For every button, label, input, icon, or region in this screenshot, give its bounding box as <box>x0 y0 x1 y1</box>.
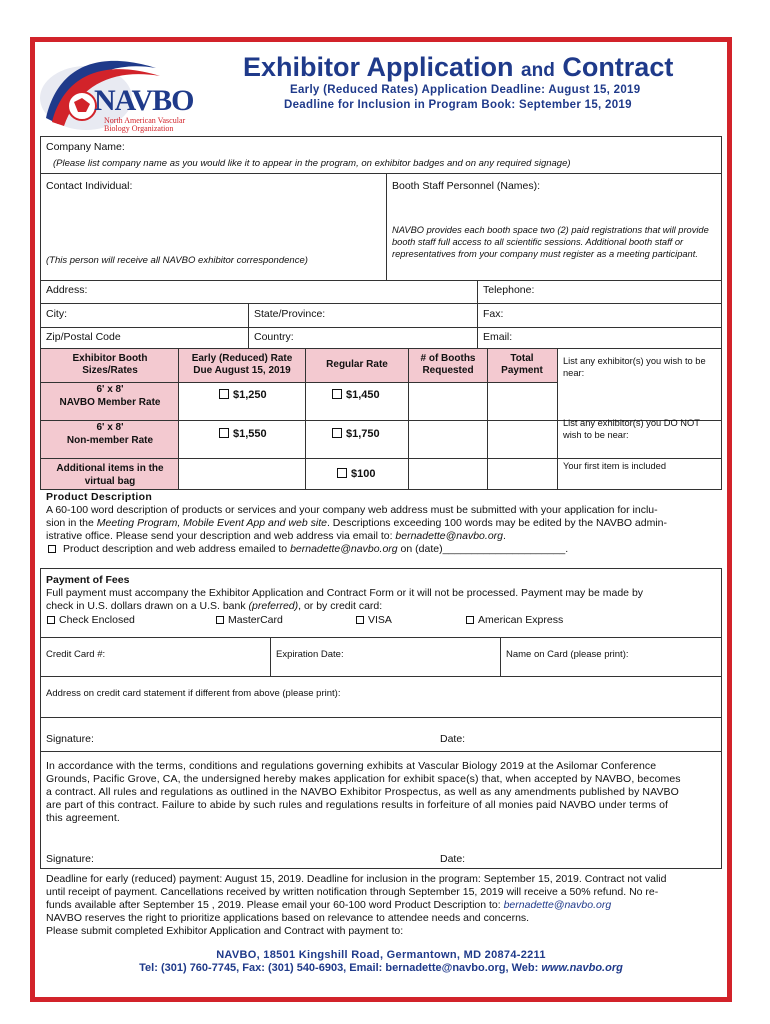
payment-date-field[interactable] <box>474 720 718 748</box>
product-line2c: . Descriptions exceeding 100 words may be edited by the NAVBO admin- <box>326 517 668 529</box>
state-label: State/Province: <box>254 308 326 320</box>
product-check-c: on (date)_____________________. <box>397 543 569 555</box>
product-line1: A 60-100 word description of products or services and your company web address must be submitted with your application for inclu- <box>46 504 658 516</box>
additional-total-field[interactable] <box>490 461 554 486</box>
logo-org-line2: Biology Organization <box>104 124 174 133</box>
footer-line4: NAVBO reserves the right to prioritize applications based on relevance to attendee needs and concerns. <box>46 912 530 924</box>
payment-line2a: check in U.S. dollars drawn on a U.S. bank <box>46 600 249 612</box>
terms-text <box>46 760 726 825</box>
row-member-label1: 6' x 8' <box>96 384 124 395</box>
near-exhibitors-field[interactable] <box>561 380 718 416</box>
product-heading: Product Description <box>46 491 153 503</box>
booth-staff-field[interactable] <box>390 196 716 220</box>
product-line3c: . <box>503 530 506 542</box>
checkbox-icon[interactable] <box>356 616 364 624</box>
telephone-label: Telephone: <box>483 284 535 296</box>
telephone-field[interactable] <box>545 282 717 301</box>
product-check-a: Product description and web address emailed to <box>63 543 291 555</box>
page-title <box>243 52 673 83</box>
logo-org-line1: North American Vascular <box>104 116 186 125</box>
additional-regular-price: $100 <box>351 468 376 480</box>
credit-card-field[interactable] <box>112 640 266 674</box>
contact-individual-field[interactable] <box>44 196 382 246</box>
name-on-card-label: Name on Card (please print): <box>506 649 629 660</box>
zip-field[interactable] <box>132 329 244 347</box>
nonmember-regular-price: $1,750 <box>346 428 380 440</box>
row-member-label2: NAVBO Member Rate <box>59 397 161 408</box>
checkbox-icon[interactable] <box>219 428 229 438</box>
product-line3 <box>46 530 726 543</box>
statement-address-label: Address on credit card statement if different from above (please print): <box>46 688 341 699</box>
footer-notes <box>46 873 726 938</box>
payment-line2b: (preferred) <box>248 600 299 612</box>
footer-line5: Please submit completed Exhibitor Application and Contract with payment to: <box>46 925 404 937</box>
row-additional-label2: virtual bag <box>84 476 136 487</box>
row-additional-label1: Additional items in the <box>56 463 164 474</box>
additional-regular-option[interactable] <box>337 468 375 480</box>
payment-line2c: , or by credit card: <box>298 600 383 612</box>
terms-signature-field[interactable] <box>104 836 430 866</box>
payment-text <box>46 587 726 613</box>
product-check-email: bernadette@navbo.org <box>290 543 398 555</box>
payment-signature-field[interactable] <box>104 720 430 748</box>
product-text <box>46 504 726 556</box>
city-field[interactable] <box>74 305 244 324</box>
navbo-logo <box>38 46 198 132</box>
payment-date-label: Date: <box>440 733 466 745</box>
footer-line2: until receipt of payment. Cancellations received by written notification through September 15, 2019 will receive a 50% refund. No re- <box>46 886 659 898</box>
email-field[interactable] <box>518 329 717 347</box>
nonmember-booths-field[interactable] <box>411 423 484 455</box>
product-line2 <box>46 517 726 530</box>
booth-staff-note: NAVBO provides each booth space two (2) paid registrations that will provide booth staff full access to all scientific sessions. Additional booth staff or representatives from your company must register as a meeting participant. <box>392 225 709 259</box>
nonmember-total-field[interactable] <box>490 423 554 455</box>
amex-label: American Express <box>478 614 564 626</box>
credit-card-label: Credit Card #: <box>46 649 106 660</box>
nonmember-early-price: $1,550 <box>233 428 267 440</box>
row-nonmember-label2: Non-member Rate <box>66 435 154 446</box>
row-nonmember-label1: 6' x 8' <box>96 422 124 433</box>
member-early-price: $1,250 <box>233 389 267 401</box>
city-label: City: <box>46 308 67 320</box>
name-on-card-field[interactable] <box>504 662 718 674</box>
first-item-note: Your first item is included <box>563 461 667 471</box>
product-line2b: Meeting Program, Mobile Event App and web site <box>96 517 327 529</box>
col-header-booths: # of Booths Requested <box>420 353 476 376</box>
payment-line1: Full payment must accompany the Exhibitor Application and Contract Form or it will not be processed. Payment may be made by <box>46 587 644 599</box>
state-field[interactable] <box>335 305 473 324</box>
near-exhibitors-note: List any exhibitor(s) you wish to be near: <box>563 356 706 378</box>
checkbox-icon[interactable] <box>466 616 474 624</box>
product-email[interactable]: bernadette@navbo.org <box>395 530 503 542</box>
contact-line-text: Tel: (301) 760-7745, Fax: (301) 540-6903, Email: bernadette@navbo.org, Web: <box>139 962 542 974</box>
checkbox-icon[interactable] <box>219 389 229 399</box>
company-name-label: Company Name: <box>46 141 125 153</box>
check-enclosed-label: Check Enclosed <box>59 614 135 626</box>
member-total-field[interactable] <box>490 385 554 417</box>
product-line2a: sion in the <box>46 517 97 529</box>
terms-line3: a contract. All rules and regulations as outlined in the NAVBO Exhibitor Prospectus, as well as any amendments published by NAVBO <box>46 786 679 798</box>
additional-booths-field[interactable] <box>411 461 484 486</box>
checkbox-icon[interactable] <box>48 545 56 553</box>
col-header-regular: Regular Rate <box>326 359 388 370</box>
col-header-sizes: Exhibitor Booth Sizes/Rates <box>72 353 148 376</box>
checkbox-icon[interactable] <box>47 616 55 624</box>
not-near-exhibitors-field[interactable] <box>561 442 718 456</box>
payment-signature-label: Signature: <box>46 733 94 745</box>
deadline-early: Early (Reduced Rates) Application Deadline: August 15, 2019 <box>290 84 641 96</box>
contact-line <box>40 962 722 974</box>
member-regular-price: $1,450 <box>346 389 380 401</box>
address-field[interactable] <box>96 282 474 301</box>
company-name-field[interactable] <box>150 138 710 156</box>
amex-option[interactable] <box>466 614 563 627</box>
mastercard-label: MasterCard <box>228 614 283 626</box>
visa-option[interactable] <box>356 614 392 627</box>
member-regular-option[interactable] <box>332 389 380 401</box>
logo-name: NAVBO <box>94 84 194 117</box>
email-label: Email: <box>483 331 513 343</box>
fax-label: Fax: <box>483 308 504 320</box>
expiration-label: Expiration Date: <box>276 649 344 660</box>
deadline-program: Deadline for Inclusion in Program Book: September 15, 2019 <box>284 99 632 111</box>
terms-line2: Grounds, Pacific Grove, CA, the undersigned hereby makes application for exhibit space(s) that, when accepted by NAVBO, becomes <box>46 773 681 785</box>
checkbox-icon[interactable] <box>332 389 342 399</box>
not-near-exhibitors-note: List any exhibitor(s) you DO NOT wish to be near: <box>563 418 700 440</box>
fax-field[interactable] <box>510 305 717 324</box>
booth-staff-label: Booth Staff Personnel (Names): <box>392 180 541 192</box>
nonmember-regular-option[interactable] <box>332 428 380 440</box>
member-early-option[interactable] <box>219 389 267 401</box>
member-booths-field[interactable] <box>411 385 484 417</box>
product-emailed-check[interactable] <box>46 543 726 556</box>
terms-line5: this agreement. <box>46 812 120 824</box>
product-line3a: istrative office. Please send your description and web address via email to: <box>46 530 396 542</box>
contact-individual-note: (This person will receive all NAVBO exhibitor correspondence) <box>46 255 308 266</box>
website-link[interactable]: www.navbo.org <box>541 962 623 974</box>
payment-heading: Payment of Fees <box>46 574 130 586</box>
terms-line4: are part of this contract. Failure to abide by such rules and regulations results in forfeiture of all monies paid NAVBO under terms of <box>46 799 669 811</box>
checkbox-icon[interactable] <box>216 616 224 624</box>
title-part-b: Contract <box>562 52 674 82</box>
expiration-field[interactable] <box>352 640 496 674</box>
company-name-note: (Please list company name as you would like it to appear in the program, on exhibitor badges and on any required signage) <box>53 158 571 169</box>
footer-email[interactable]: bernadette@navbo.org <box>503 899 612 911</box>
checkbox-icon[interactable] <box>332 428 342 438</box>
address-label: Address: <box>46 284 88 296</box>
visa-label: VISA <box>368 614 392 626</box>
mastercard-option[interactable] <box>216 614 283 627</box>
country-field[interactable] <box>302 329 473 347</box>
col-header-early: Early (Reduced) Rate Due August 15, 2019 <box>191 353 293 376</box>
col-header-total: Total Payment <box>501 353 543 376</box>
title-part-a: Exhibitor Application <box>243 52 514 82</box>
statement-address-field[interactable] <box>44 700 718 715</box>
footer-line3a: funds available after September 15 , 2019. Please email your 60-100 word Product Description to: <box>46 899 504 911</box>
terms-signature-label: Signature: <box>46 853 94 865</box>
footer-line3 <box>46 899 726 912</box>
contact-individual-label: Contact Individual: <box>46 180 133 192</box>
nonmember-early-option[interactable] <box>219 428 267 440</box>
mailing-address: NAVBO, 18501 Kingshill Road, Germantown, MD 20874-2211 <box>216 949 546 961</box>
title-and: and <box>521 60 555 81</box>
payment-line2 <box>46 600 726 613</box>
checkbox-icon[interactable] <box>337 468 347 478</box>
footer-line1: Deadline for early (reduced) payment: August 15, 2019. Deadline for inclusion in the program: September 15, 2019. Contract not valid <box>46 873 667 885</box>
check-enclosed-option[interactable] <box>47 614 135 627</box>
terms-date-field[interactable] <box>474 836 718 866</box>
terms-date-label: Date: <box>440 853 466 865</box>
terms-line1: In accordance with the terms, conditions and regulations governing exhibits at Vascular Biology 2019 at the Asilomar Conference <box>46 760 657 772</box>
zip-label: Zip/Postal Code <box>46 331 121 343</box>
country-label: Country: <box>254 331 294 343</box>
